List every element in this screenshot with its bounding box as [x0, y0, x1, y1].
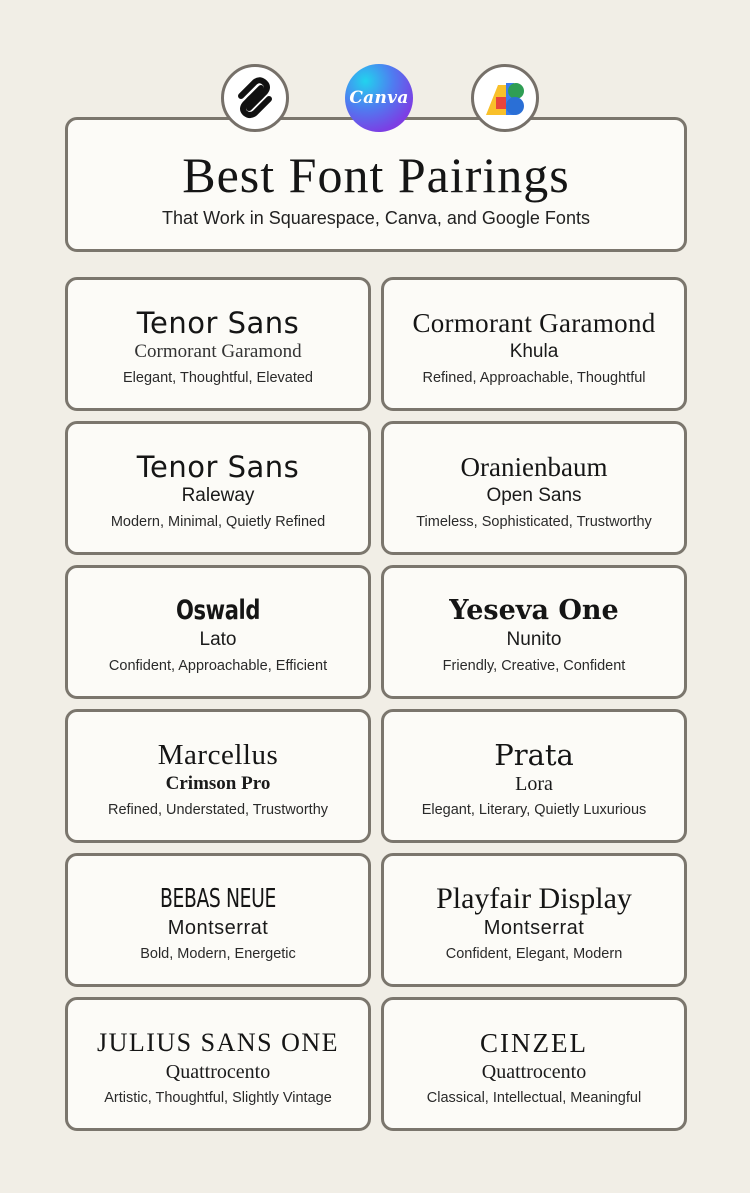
body-font: Crimson Pro — [165, 773, 271, 794]
body-font: Montserrat — [167, 917, 269, 939]
body-font: Lato — [199, 629, 237, 650]
body-font: Cormorant Garamond — [134, 341, 302, 362]
pairing-description: Elegant, Thoughtful, Elevated — [123, 370, 313, 386]
pairing-card — [381, 565, 687, 699]
pairing-description: Refined, Understated, Trustworthy — [107, 802, 329, 818]
pairing-card — [381, 997, 687, 1131]
pairing-description: Timeless, Sophisticated, Trustworthy — [416, 514, 652, 530]
pairing-description: Refined, Approachable, Thoughtful — [422, 370, 646, 386]
pairing-card — [381, 277, 687, 411]
canva-logo — [345, 64, 413, 132]
heading-font: Yeseva One — [449, 595, 619, 626]
heading-font: Prata — [494, 738, 574, 772]
google-fonts-logo — [471, 64, 539, 132]
pairing-card — [381, 421, 687, 555]
pairing-description: Classical, Intellectual, Meaningful — [426, 1090, 642, 1106]
squarespace-icon — [233, 76, 277, 120]
heading-font: Oranienbaum — [460, 452, 608, 482]
google-fonts-icon — [482, 75, 528, 121]
pairing-description: Modern, Minimal, Quietly Refined — [110, 514, 326, 530]
body-font: Quattrocento — [165, 1061, 271, 1083]
heading-font: Cormorant Garamond — [412, 308, 656, 338]
pairing-card — [381, 853, 687, 987]
pairing-card — [65, 853, 371, 987]
pairing-description: Friendly, Creative, Confident — [442, 658, 626, 674]
pairing-description: Confident, Approachable, Efficient — [108, 658, 328, 674]
heading-font: Tenor Sans — [136, 306, 300, 340]
body-font: Khula — [509, 341, 559, 362]
body-font: Raleway — [181, 485, 255, 506]
heading-font: BEBAS NEUE — [160, 884, 276, 914]
heading-font: JULIUS SANS ONE — [96, 1028, 340, 1057]
body-font: Quattrocento — [481, 1061, 587, 1083]
pairing-card — [65, 709, 371, 843]
body-font: Nunito — [506, 629, 562, 650]
body-font: Montserrat — [483, 917, 585, 939]
body-font: Lora — [515, 773, 553, 795]
header-card — [65, 117, 687, 252]
heading-font: Oswald — [175, 595, 261, 626]
pairing-description: Bold, Modern, Energetic — [140, 946, 296, 962]
heading-font: Playfair Display — [436, 882, 632, 915]
pairing-description: Confident, Elegant, Modern — [445, 946, 623, 962]
canva-logo-text: Canva — [349, 88, 409, 108]
pairing-description: Elegant, Literary, Quietly Luxurious — [421, 802, 647, 818]
heading-font: CINZEL — [480, 1028, 588, 1058]
pairing-card — [65, 565, 371, 699]
pairing-card — [65, 277, 371, 411]
squarespace-logo — [221, 64, 289, 132]
pairing-card — [381, 709, 687, 843]
heading-font: Tenor Sans — [136, 450, 300, 484]
page-title: Best Font Pairings — [182, 147, 570, 203]
pairing-description: Artistic, Thoughtful, Slightly Vintage — [104, 1090, 332, 1106]
page-subtitle: That Work in Squarespace, Canva, and Google Fonts — [162, 208, 590, 228]
heading-font: Marcellus — [157, 739, 279, 771]
pairing-card — [65, 421, 371, 555]
pairing-card — [65, 997, 371, 1131]
body-font: Open Sans — [486, 485, 582, 506]
